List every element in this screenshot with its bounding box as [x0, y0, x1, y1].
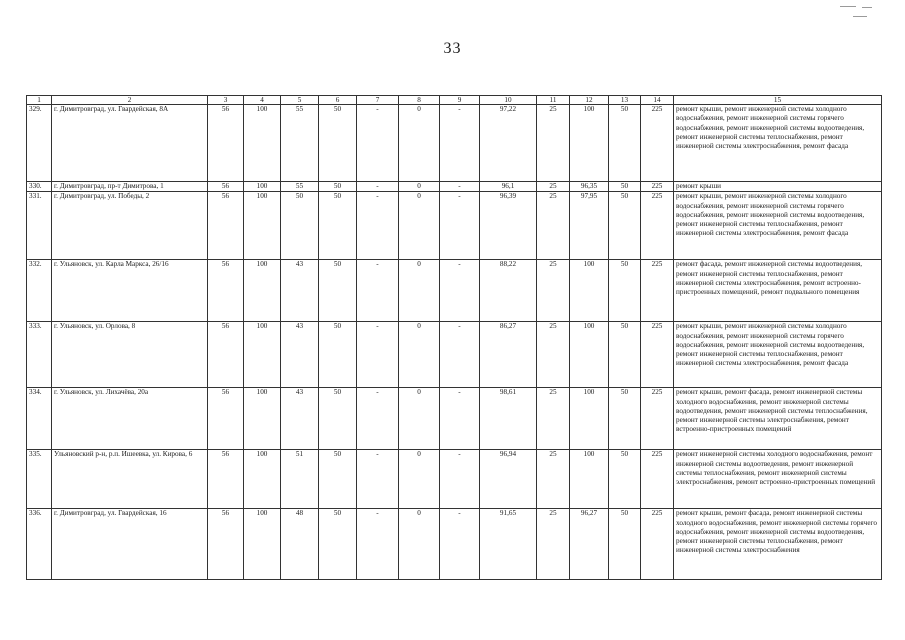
col8-cell: 0	[399, 388, 440, 450]
column-number-row	[27, 96, 882, 105]
col14-cell: 225	[641, 450, 674, 509]
row-number: 334.	[27, 388, 52, 450]
col11-cell: 25	[537, 322, 570, 388]
col12-cell: 100	[570, 260, 609, 322]
col3-cell: 56	[208, 509, 244, 580]
col-header: 4	[244, 96, 281, 105]
col12-cell: 96,35	[570, 182, 609, 192]
col6-cell: 50	[319, 260, 357, 322]
col13-cell: 50	[609, 388, 641, 450]
col-header: 15	[674, 96, 882, 105]
col9-cell: -	[440, 450, 480, 509]
table-row	[27, 388, 882, 450]
row-number: 329.	[27, 105, 52, 182]
col12-cell: 100	[570, 105, 609, 182]
col-header: 1	[27, 96, 52, 105]
col-header: 9	[440, 96, 480, 105]
col-header: 12	[570, 96, 609, 105]
table-row	[27, 105, 882, 182]
address-cell: г. Димитровград, ул. Победы, 2	[52, 192, 208, 260]
col-header: 6	[319, 96, 357, 105]
col9-cell: -	[440, 260, 480, 322]
col13-cell: 50	[609, 260, 641, 322]
table-body	[27, 96, 882, 580]
col8-cell: 0	[399, 509, 440, 580]
works-cell: ремонт крыши, ремонт фасада, ремонт инженерной системы холодного водоснабжения, ремонт инженерной системы водоотведения, ремонт инженерной системы теплоснабжения, ремонт инженерной системы электроснабжения, ремонт встроенно-пристроенных помещений	[674, 388, 882, 450]
col6-cell: 50	[319, 105, 357, 182]
works-cell: ремонт крыши	[674, 182, 882, 192]
col5-cell: 55	[281, 105, 319, 182]
works-cell: ремонт крыши, ремонт инженерной системы холодного водоснабжения, ремонт инженерной системы горячего водоснабжения, ремонт инженерной системы водоотведения, ремонт инженерной системы теплоснабжения, ремонт инженерной системы электроснабжения, ремонт фасада	[674, 105, 882, 182]
col5-cell: 55	[281, 182, 319, 192]
col14-cell: 225	[641, 260, 674, 322]
col9-cell: -	[440, 182, 480, 192]
col-header: 10	[480, 96, 537, 105]
col9-cell: -	[440, 509, 480, 580]
col8-cell: 0	[399, 260, 440, 322]
col7-cell: -	[357, 322, 399, 388]
col12-cell: 100	[570, 322, 609, 388]
col10-cell: 91,65	[480, 509, 537, 580]
col10-cell: 96,94	[480, 450, 537, 509]
col13-cell: 50	[609, 509, 641, 580]
address-cell: г. Димитровград, пр-т Димитрова, 1	[52, 182, 208, 192]
table-row	[27, 322, 882, 388]
col-header: 11	[537, 96, 570, 105]
col13-cell: 50	[609, 182, 641, 192]
col11-cell: 25	[537, 182, 570, 192]
col6-cell: 50	[319, 182, 357, 192]
col8-cell: 0	[399, 182, 440, 192]
col11-cell: 25	[537, 192, 570, 260]
scan-mark	[853, 16, 867, 17]
works-cell: ремонт крыши, ремонт инженерной системы холодного водоснабжения, ремонт инженерной системы горячего водоснабжения, ремонт инженерной системы водоотведения, ремонт инженерной системы теплоснабжения, ремонт инженерной системы электроснабжения, ремонт фасада	[674, 192, 882, 260]
col7-cell: -	[357, 105, 399, 182]
col5-cell: 43	[281, 322, 319, 388]
col10-cell: 96,1	[480, 182, 537, 192]
col13-cell: 50	[609, 450, 641, 509]
col14-cell: 225	[641, 388, 674, 450]
address-cell: г. Димитровград, ул. Гвардейская, 16	[52, 509, 208, 580]
row-number: 331.	[27, 192, 52, 260]
col3-cell: 56	[208, 260, 244, 322]
address-cell: г. Димитровград, ул. Гвардейская, 8А	[52, 105, 208, 182]
col5-cell: 43	[281, 388, 319, 450]
col4-cell: 100	[244, 192, 281, 260]
col10-cell: 86,27	[480, 322, 537, 388]
row-number: 336.	[27, 509, 52, 580]
col12-cell: 97,95	[570, 192, 609, 260]
table-row	[27, 192, 882, 260]
col3-cell: 56	[208, 192, 244, 260]
table-row	[27, 509, 882, 580]
col-header: 7	[357, 96, 399, 105]
col9-cell: -	[440, 322, 480, 388]
col6-cell: 50	[319, 450, 357, 509]
col-header: 2	[52, 96, 208, 105]
col3-cell: 56	[208, 105, 244, 182]
col12-cell: 100	[570, 388, 609, 450]
col14-cell: 225	[641, 182, 674, 192]
col7-cell: -	[357, 192, 399, 260]
works-cell: ремонт крыши, ремонт инженерной системы холодного водоснабжения, ремонт инженерной системы горячего водоснабжения, ремонт инженерной системы водоотведения, ремонт инженерной системы теплоснабжения, ремонт инженерной системы электроснабжения, ремонт фасада	[674, 322, 882, 388]
col-header: 14	[641, 96, 674, 105]
col11-cell: 25	[537, 450, 570, 509]
col4-cell: 100	[244, 322, 281, 388]
col5-cell: 48	[281, 509, 319, 580]
col5-cell: 43	[281, 260, 319, 322]
row-number: 332.	[27, 260, 52, 322]
col5-cell: 50	[281, 192, 319, 260]
col4-cell: 100	[244, 388, 281, 450]
row-number: 335.	[27, 450, 52, 509]
col6-cell: 50	[319, 192, 357, 260]
col14-cell: 225	[641, 192, 674, 260]
works-cell: ремонт фасада, ремонт инженерной системы водоотведения, ремонт инженерной системы теплоснабжения, ремонт инженерной системы электроснабжения, ремонт встроенно-пристроенных помещений, ремонт подвального помещения	[674, 260, 882, 322]
col8-cell: 0	[399, 322, 440, 388]
col4-cell: 100	[244, 260, 281, 322]
scan-mark	[840, 6, 856, 7]
col9-cell: -	[440, 192, 480, 260]
works-cell: ремонт крыши, ремонт фасада, ремонт инженерной системы холодного водоснабжения, ремонт инженерной системы горячего водоснабжения, ремонт инженерной системы водоотведения, ремонт инженерной системы теплоснабжения, ремонт инженерной системы электроснабжения	[674, 509, 882, 580]
col7-cell: -	[357, 509, 399, 580]
col9-cell: -	[440, 388, 480, 450]
col6-cell: 50	[319, 322, 357, 388]
row-number: 330.	[27, 182, 52, 192]
col14-cell: 225	[641, 509, 674, 580]
scan-mark	[862, 7, 872, 8]
table-row	[27, 182, 882, 192]
col11-cell: 25	[537, 509, 570, 580]
col5-cell: 51	[281, 450, 319, 509]
col12-cell: 100	[570, 450, 609, 509]
col-header: 5	[281, 96, 319, 105]
col9-cell: -	[440, 105, 480, 182]
col6-cell: 50	[319, 388, 357, 450]
col11-cell: 25	[537, 105, 570, 182]
col6-cell: 50	[319, 509, 357, 580]
col10-cell: 98,61	[480, 388, 537, 450]
col10-cell: 96,39	[480, 192, 537, 260]
address-cell: г. Ульяновск, ул. Карла Маркса, 26/16	[52, 260, 208, 322]
col11-cell: 25	[537, 260, 570, 322]
col4-cell: 100	[244, 450, 281, 509]
col8-cell: 0	[399, 450, 440, 509]
col8-cell: 0	[399, 105, 440, 182]
col10-cell: 97,22	[480, 105, 537, 182]
col14-cell: 225	[641, 322, 674, 388]
col-header: 3	[208, 96, 244, 105]
register-table	[26, 95, 882, 580]
col4-cell: 100	[244, 182, 281, 192]
col4-cell: 100	[244, 105, 281, 182]
table-row	[27, 450, 882, 509]
col8-cell: 0	[399, 192, 440, 260]
page-number: 33	[443, 40, 462, 57]
address-cell: Ульяновский р-н, р.п. Ишеевка, ул. Кирова, 6	[52, 450, 208, 509]
col13-cell: 50	[609, 192, 641, 260]
col3-cell: 56	[208, 388, 244, 450]
col3-cell: 56	[208, 182, 244, 192]
col-header: 13	[609, 96, 641, 105]
col13-cell: 50	[609, 322, 641, 388]
col10-cell: 88,22	[480, 260, 537, 322]
col-header: 8	[399, 96, 440, 105]
table-row	[27, 260, 882, 322]
col7-cell: -	[357, 260, 399, 322]
col3-cell: 56	[208, 450, 244, 509]
col7-cell: -	[357, 182, 399, 192]
col14-cell: 225	[641, 105, 674, 182]
col4-cell: 100	[244, 509, 281, 580]
col7-cell: -	[357, 450, 399, 509]
address-cell: г. Ульяновск, ул. Орлова, 8	[52, 322, 208, 388]
works-cell: ремонт инженерной системы холодного водоснабжения, ремонт инженерной системы водоотведения, ремонт инженерной системы теплоснабжения, ремонт инженерной системы электроснабжения, ремонт встроенно-пристроенных помещений	[674, 450, 882, 509]
col7-cell: -	[357, 388, 399, 450]
row-number: 333.	[27, 322, 52, 388]
col3-cell: 56	[208, 322, 244, 388]
address-cell: г. Ульяновск, ул. Лихачёва, 20а	[52, 388, 208, 450]
col13-cell: 50	[609, 105, 641, 182]
col12-cell: 96,27	[570, 509, 609, 580]
col11-cell: 25	[537, 388, 570, 450]
